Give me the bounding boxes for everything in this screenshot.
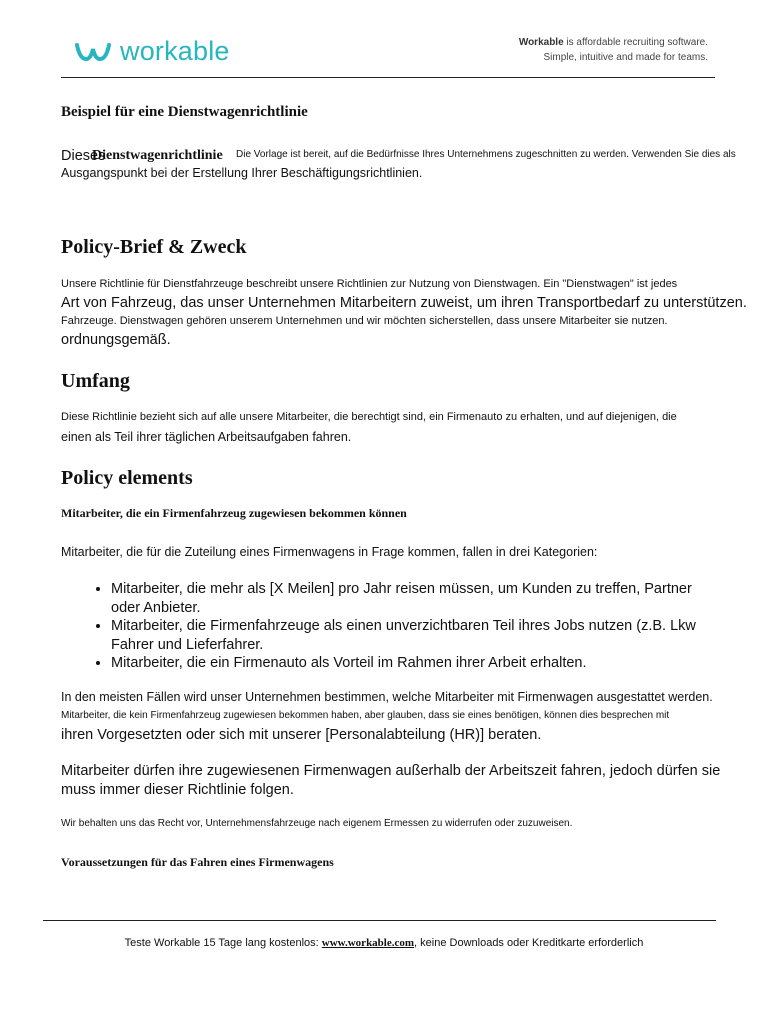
footer-text-b: , keine Downloads oder Kreditkarte erforderlich — [414, 937, 644, 949]
heading-policy-brief: Policy-Brief & Zweck — [61, 236, 247, 258]
tagline-line1: is affordable recruiting software. — [563, 37, 708, 48]
workable-logo — [74, 36, 230, 67]
eligible-intro: Mitarbeiter, die für die Zuteilung eines Firmenwagens in Frage kommen, fallen in drei Kategorien: — [61, 545, 598, 559]
logo-text: workable — [120, 36, 230, 66]
policy-line-3: Fahrzeuge. Dienstwagen gehören unserem Unternehmen und wir möchten sicherstellen, dass unsere Mitarbeiter sie nutzen. — [61, 315, 668, 327]
heading-policy-elements: Policy elements — [61, 467, 193, 489]
list-item: • Mitarbeiter, die mehr als [X Meilen] pro Jahr reisen müssen, um Kunden zu treffen, Partner oder Anbieter. — [111, 580, 711, 617]
assignment-line-3: ihren Vorgesetzten oder sich mit unserer [Personalabteilung (HR)] beraten. — [61, 727, 542, 743]
list-item: • Mitarbeiter, die Firmenfahrzeuge als einen unverzichtbaren Teil ihres Jobs nutzen (z.B. Lkw Fahrer und Lieferfahrer. — [111, 617, 711, 654]
offhours-line-1: Mitarbeiter dürfen ihre zugewiesenen Firmenwagen außerhalb der Arbeitszeit fahren, jedoch dürfen sie — [61, 763, 721, 779]
policy-line-4: ordnungsgemäß. — [61, 332, 171, 348]
tagline-brand: Workable — [518, 37, 564, 48]
umfang-line-2: einen als Teil ihrer täglichen Arbeitsaufgaben fahren. — [61, 430, 352, 444]
header-tagline — [519, 35, 708, 65]
footer-text-a: Teste Workable 15 Tage lang kostenlos: — [124, 937, 322, 949]
intro-text-2: Ausgangspunkt bei der Erstellung Ihrer Beschäftigungsrichtlinien. — [61, 166, 423, 180]
eligible-list — [93, 580, 711, 673]
footer-text — [0, 937, 768, 949]
header-rule — [61, 77, 715, 78]
policy-line-2: Art von Fahrzeug, das unser Unternehmen Mitarbeitern zuweist, um ihren Transportbedarf zu unterstützen. — [61, 295, 747, 311]
subheading-eligible: Mitarbeiter, die ein Firmenfahrzeug zugewiesen bekommen können — [61, 506, 407, 520]
policy-line-1: Unsere Richtlinie für Dienstfahrzeuge beschreibt unsere Richtlinien zur Nutzung von Dienstwagen. Ein "Dienstwagen" ist jedes — [61, 278, 678, 290]
intro-word: Dieses — [61, 148, 106, 164]
footer-rule — [43, 920, 716, 921]
offhours-line-2: muss immer dieser Richtlinie folgen. — [61, 782, 294, 798]
umfang-line-1: Diese Richtlinie bezieht sich auf alle unsere Mitarbeiter, die berechtigt sind, ein Firmenauto zu erhalten, und auf diejenigen, die — [61, 411, 677, 423]
list-item: • Mitarbeiter, die ein Firmenauto als Vorteil im Rahmen ihrer Arbeit erhalten. — [111, 654, 711, 673]
intro-text: Die Vorlage ist bereit, auf die Bedürfnisse Ihres Unternehmens zugeschnitten zu werden. Verwenden Sie dies als — [236, 149, 736, 160]
assignment-line-2: Mitarbeiter, die kein Firmenfahrzeug zugewiesen bekommen haben, aber glauben, dass sie eines benötigen, können dies besprechen mit — [61, 710, 670, 721]
intro-heading: Dienstwagenrichtlinie — [92, 148, 223, 163]
tagline-line2: Simple, intuitive and made for teams. — [543, 52, 708, 63]
heading-umfang: Umfang — [61, 370, 130, 392]
assignment-line-1: In den meisten Fällen wird unser Unternehmen bestimmen, welche Mitarbeiter mit Firmenwagen ausgestattet werden. — [61, 690, 713, 704]
workable-logo-icon — [74, 40, 112, 64]
revoke-note: Wir behalten uns das Recht vor, Unternehmensfahrzeuge nach eigenem Ermessen zu widerrufen oder zuzuweisen. — [61, 818, 573, 829]
doc-title: Beispiel für eine Dienstwagenrichtlinie — [61, 104, 308, 120]
footer-link[interactable]: www.workable.com — [321, 937, 415, 949]
subheading-requirements: Voraussetzungen für das Fahren eines Firmenwagens — [61, 855, 334, 869]
